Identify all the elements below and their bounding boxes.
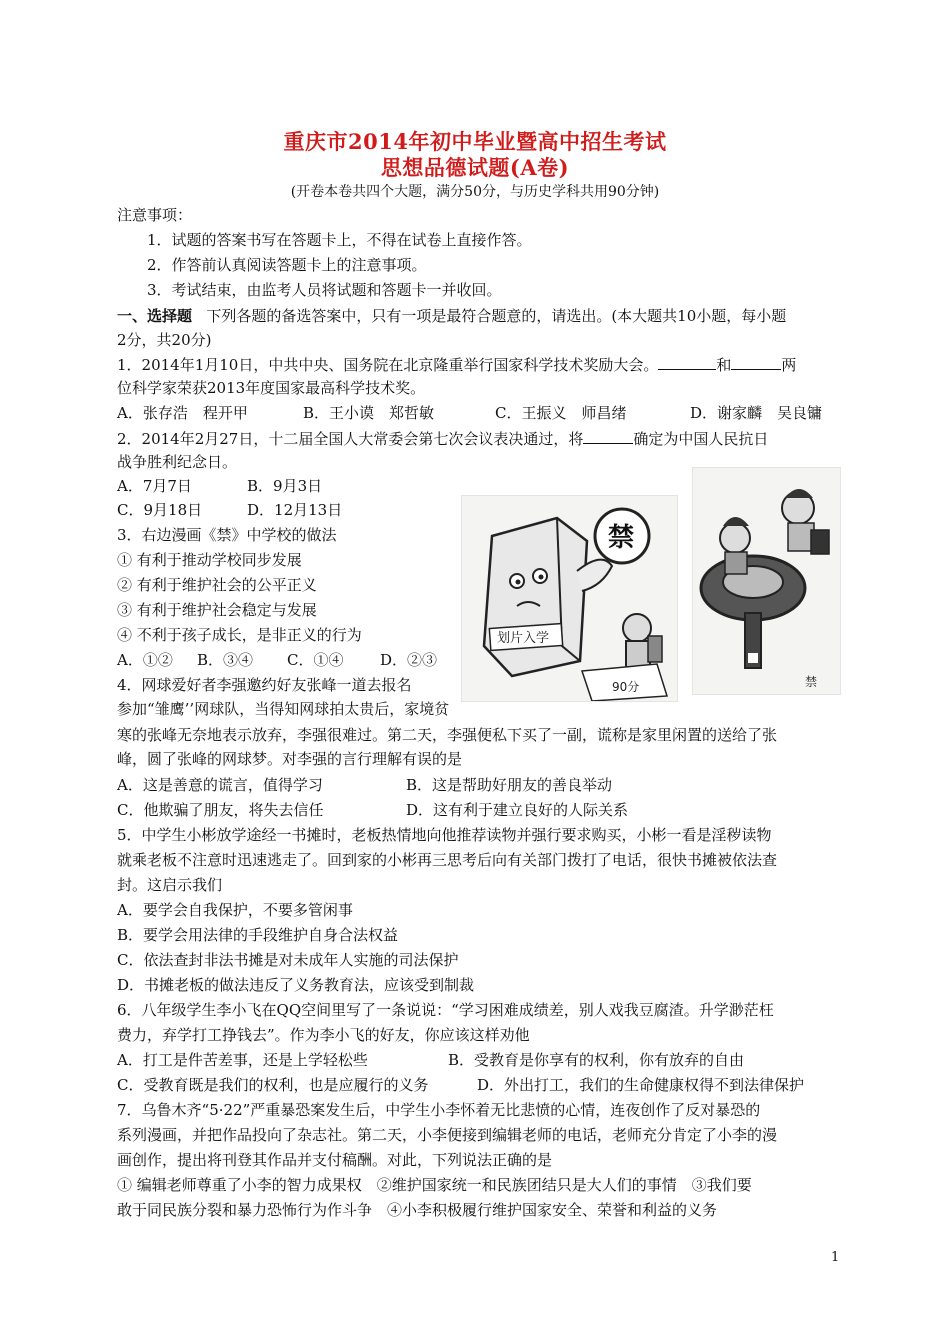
option-b: B．受教育是你享有的权利，你有放弃的自由 [448, 1051, 745, 1069]
option-d: D．②③ [380, 651, 438, 669]
question-6-options [117, 1050, 837, 1070]
answer-blank [658, 354, 716, 370]
cartoon-illustration [462, 496, 677, 701]
option-a: A．打工是件苦差事，还是上学轻松些 [117, 1051, 368, 1069]
question-6-stem: 6．八年级学生李小飞在QQ空间里写了一条说说：“学习困难成绩差，别人戏我豆腐渣。升学渺茫枉 [117, 1001, 774, 1019]
cartoon-ban-book [461, 495, 678, 702]
question-5-stem: 就乘老板不注意时迅速逃走了。回到家的小彬再三思考后向有关部门拨打了电话，很快书摊被依法查 [117, 851, 778, 869]
option-d: D．这有利于建立良好的人际关系 [406, 801, 629, 819]
option-b: B．9月3日 [247, 477, 323, 495]
question-5-stem: 封。这启示我们 [117, 876, 223, 894]
question-2-options [117, 476, 417, 496]
option-c: C．依法查封非法书摊是对未成年人实施的司法保护 [117, 951, 459, 969]
question-1-options [117, 403, 837, 423]
notice-item: 3．考试结束，由监考人员将试题和答题卡一并收回。 [147, 281, 502, 299]
option-b: B．王小谟 郑哲敏 [303, 404, 435, 422]
score-paper: 90分 [612, 680, 640, 694]
answer-blank [731, 354, 781, 370]
option-b: B．要学会用法律的手段维护自身合法权益 [117, 926, 399, 944]
question-4-stem: 峰，圆了张峰的网球梦。对李强的言行理解有误的是 [117, 750, 463, 768]
exam-subject-title: 思想品德试题(A卷) [380, 155, 570, 180]
question-2-stem-cont: 战争胜利纪念日。 [117, 453, 238, 471]
statement-item: ① 有利于推动学校同步发展 [117, 551, 302, 569]
notice-item: 1．试题的答案书写在答题卡上，不得在试卷上直接作答。 [147, 231, 532, 249]
q1-text: 1．2014年1月10日，中共中央、国务院在北京隆重举行国家科学技术奖励大会。 [117, 356, 659, 374]
question-7-stem: 系列漫画，并把作品投向了杂志社。第二天，小李便接到编辑老师的电话，老师充分肯定了小李的漫 [117, 1126, 778, 1144]
statement-item: ④ 不利于孩子成长，是非正义的行为 [117, 626, 362, 644]
q1-text: 两 [781, 356, 797, 374]
option-d: D．外出打工，我们的生命健康权得不到法律保护 [477, 1076, 805, 1094]
q2-text: 2．2014年2月27日，十二届全国人大常委会第七次会议表决通过，将 [117, 430, 584, 448]
statement-item: 敢于同民族分裂和暴力恐怖行为作斗争 ④小李积极履行维护国家安全、荣誉和利益的义务 [117, 1201, 718, 1219]
cartoon-small-label: 禁 [805, 675, 818, 689]
question-3-options [117, 650, 457, 670]
question-4-stem: 寒的张峰无奈地表示放弃，李强很难过。第二天，李强便私下买了一副，谎称是家里闲置的送给了张 [117, 726, 778, 744]
question-4-stem: 参加“雏鹰’’网球队，当得知网球拍太贵后，家境贫 [117, 700, 450, 718]
section-heading [117, 306, 786, 326]
statement-item: ① 编辑老师尊重了小李的智力成果权 ②维护国家统一和民族团结只是大人们的事情 ③我们要 [117, 1176, 752, 1194]
option-d: D．谢家麟 吴良镛 [690, 404, 823, 422]
notice-heading: 注意事项： [117, 206, 193, 224]
question-4-options [117, 775, 837, 795]
question-7-stem: 画创作，提出将刊登其作品并支付稿酬。对此，下列说法正确的是 [117, 1151, 553, 1169]
question-1-stem [117, 354, 796, 375]
question-4-stem: 4．网球爱好者李强邀约好友张峰一道去报名 [117, 676, 412, 694]
question-6-options [117, 1075, 837, 1095]
option-a: A．7月7日 [117, 477, 192, 495]
option-d: D．书摊老板的做法违反了义务教育法，应该受到制裁 [117, 976, 475, 994]
question-2-options [117, 500, 417, 520]
question-7-stem: 7．乌鲁木齐“5·22”严重暴恐案发生后，中学生小李怀着无比悲愤的心情，连夜创作了反对暴恐的 [117, 1101, 761, 1119]
question-6-stem: 费力，弃学打工挣钱去”。作为李小飞的好友，你应该这样劝他 [117, 1026, 530, 1044]
option-b: B．③④ [197, 651, 254, 669]
option-c: C．王振义 师昌绪 [495, 404, 627, 422]
option-b: B．这是帮助好朋友的善良举动 [406, 776, 613, 794]
q1-text: 和 [716, 356, 732, 374]
option-c: C．他欺骗了朋友，将失去信任 [117, 801, 324, 819]
option-a: A．这是善意的谎言，值得学习 [117, 776, 323, 794]
ban-sign-text: 禁 [608, 523, 635, 553]
option-a: A．要学会自我保护，不要多管闲事 [117, 901, 353, 919]
question-4-options [117, 800, 837, 820]
q2-text: 确定为中国人民抗日 [633, 430, 769, 448]
option-c: C．受教育既是我们的权利，也是应履行的义务 [117, 1076, 429, 1094]
notice-item: 2．作答前认真阅读答题卡上的注意事项。 [147, 256, 427, 274]
question-2-stem [117, 428, 768, 449]
statement-item: ③ 有利于维护社会稳定与发展 [117, 601, 317, 619]
question-1-stem-cont: 位科学家荣获2013年度国家最高科学技术奖。 [117, 379, 426, 397]
page-number: 1 [831, 1250, 840, 1265]
option-c: C．①④ [287, 651, 344, 669]
option-a: A．张存浩 程开甲 [117, 404, 248, 422]
cartoon-illustration [693, 468, 840, 694]
answer-blank [583, 428, 633, 444]
option-d: D．12月13日 [247, 501, 343, 519]
exam-title: 重庆市2014年初中毕业暨高中招生考试 [283, 129, 667, 154]
option-a: A．①② [117, 651, 173, 669]
option-c: C．9月18日 [117, 501, 203, 519]
statement-item: ② 有利于维护社会的公平正义 [117, 576, 317, 594]
book-label: 划片入学 [497, 631, 550, 646]
question-3-stem: 3．右边漫画《禁》中学校的做法 [117, 526, 337, 544]
exam-instructions-summary: (开卷本卷共四个大题，满分50分，与历史学科共用90分钟) [290, 184, 660, 200]
section-description: 下列各题的备选答案中，只有一项是最符合题意的，请选出。(本大题共10小题，每小题 [206, 307, 787, 325]
question-5-stem: 5．中学生小彬放学途经一书摊时，老板热情地向他推荐读物并强行要求购买，小彬一看是淫秽读物 [117, 826, 772, 844]
cartoon-key [692, 467, 841, 695]
section-label: 一、选择题 [117, 307, 193, 325]
section-description-cont: 2分，共20分) [117, 331, 212, 349]
